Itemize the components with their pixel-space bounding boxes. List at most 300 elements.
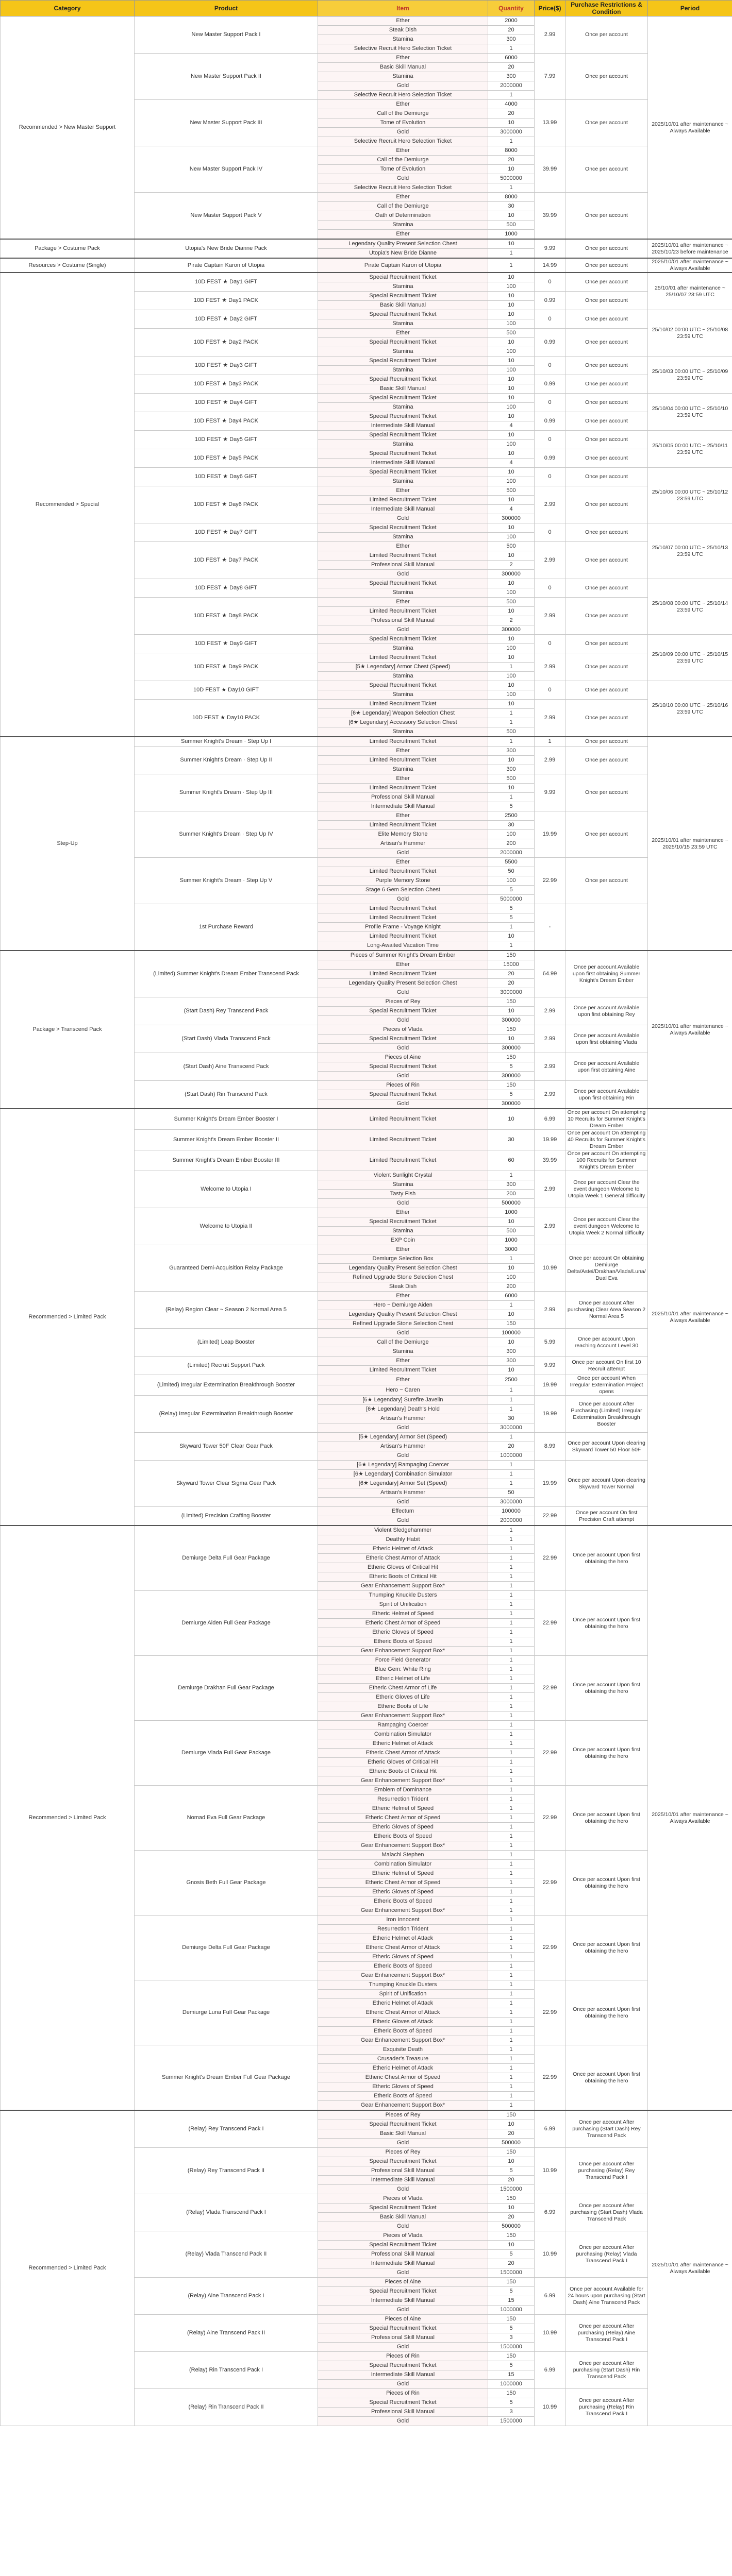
item-quantity: 10 — [488, 1310, 535, 1319]
item-name: Ether — [318, 1245, 488, 1255]
item-name: Ether — [318, 960, 488, 970]
restriction-cell: Once per account — [565, 431, 648, 449]
item-name: Pieces of Aine — [318, 1053, 488, 1062]
item-name: Limited Recruitment Ticket — [318, 700, 488, 709]
item-quantity: 1 — [488, 1823, 535, 1832]
item-name: Stamina — [318, 403, 488, 412]
item-name: Gold — [318, 1199, 488, 1208]
item-quantity: 1 — [488, 1171, 535, 1180]
item-name: Stamina — [318, 1180, 488, 1190]
item-quantity: 30 — [488, 821, 535, 830]
product-name: (Relay) Rey Transcend Pack II — [135, 2148, 318, 2194]
item-quantity: 4000 — [488, 100, 535, 109]
product-name: 10D FEST ★ Day6 PACK — [135, 486, 318, 523]
restriction-cell: Once per account Available upon first obtaining Vlada — [565, 1025, 648, 1053]
item-quantity: 1 — [488, 1665, 535, 1674]
item-name: Gold — [318, 1016, 488, 1025]
product-name: 10D FEST ★ Day5 PACK — [135, 449, 318, 468]
item-quantity: 1 — [488, 258, 535, 273]
product-name: New Master Support Pack IV — [135, 146, 318, 193]
item-quantity: 20 — [488, 2129, 535, 2139]
item-name: Special Recruitment Ticket — [318, 310, 488, 319]
item-quantity: 100 — [488, 403, 535, 412]
item-name: Etheric Gloves of Speed — [318, 1953, 488, 1962]
product-name: (Relay) Vlada Transcend Pack I — [135, 2194, 318, 2231]
restriction-cell: Once per account Upon first obtaining the hero — [565, 2045, 648, 2111]
price-cell: 2.99 — [535, 653, 565, 681]
item-name: Basic Skill Manual — [318, 2213, 488, 2222]
restriction-cell: Once per account — [565, 811, 648, 858]
restriction-cell: Once per account After purchasing (Start Dash) Rin Transcend Pack — [565, 2352, 648, 2389]
item-name: Violent Sledgehammer — [318, 1526, 488, 1535]
item-quantity: 150 — [488, 2148, 535, 2157]
item-name: Etheric Gloves of Attack — [318, 2018, 488, 2027]
item-quantity: 10 — [488, 384, 535, 394]
item-quantity: 500 — [488, 221, 535, 230]
item-quantity: 100 — [488, 347, 535, 357]
restriction-cell: Once per account Upon first obtaining the hero — [565, 1721, 648, 1786]
price-cell: 9.99 — [535, 1357, 565, 1375]
product-name: Gnosis Beth Full Gear Package — [135, 1851, 318, 1916]
item-quantity: 1 — [488, 1804, 535, 1814]
product-name: Utopia's New Bride Dianne Pack — [135, 239, 318, 258]
item-quantity: 10 — [488, 496, 535, 505]
item-quantity: 3 — [488, 2333, 535, 2343]
item-quantity: 1 — [488, 1526, 535, 1535]
item-quantity: 10 — [488, 2157, 535, 2166]
item-quantity: 1 — [488, 1841, 535, 1851]
price-cell: 0.99 — [535, 292, 565, 310]
item-name: [6★ Legendary] Weapon Selection Chest — [318, 709, 488, 718]
item-name: Stamina — [318, 1227, 488, 1236]
item-quantity: 150 — [488, 951, 535, 960]
item-name: Professional Skill Manual — [318, 2408, 488, 2417]
item-quantity: 1 — [488, 1795, 535, 1804]
period-cell: 25/10/03 00:00 UTC ~ 25/10/09 23:59 UTC — [648, 357, 732, 394]
item-name: Gold — [318, 2417, 488, 2426]
item-quantity: 1 — [488, 1878, 535, 1888]
restriction-cell: Once per account Available upon first obtaining Rey — [565, 997, 648, 1025]
item-quantity: 1 — [488, 1786, 535, 1795]
price-cell: 6.99 — [535, 2278, 565, 2315]
restriction-cell: Once per account — [565, 858, 648, 904]
item-quantity: 100 — [488, 319, 535, 329]
item-name: Special Recruitment Ticket — [318, 357, 488, 366]
price-cell: 22.99 — [535, 1851, 565, 1916]
item-quantity: 150 — [488, 2278, 535, 2287]
item-name: Special Recruitment Ticket — [318, 375, 488, 384]
item-name: Ether — [318, 193, 488, 202]
price-cell: 7.99 — [535, 54, 565, 100]
product-name: (Relay) Aine Transcend Pack II — [135, 2315, 318, 2352]
price-cell: 0 — [535, 468, 565, 486]
item-name: Etheric Boots of Critical Hit — [318, 1767, 488, 1776]
item-name: Gold — [318, 1423, 488, 1433]
table-row — [1, 258, 732, 273]
item-name: Intermediate Skill Manual — [318, 2259, 488, 2268]
item-name: Etheric Gloves of Speed — [318, 1888, 488, 1897]
item-quantity: 1 — [488, 1656, 535, 1665]
product-name: Nomad Eva Full Gear Package — [135, 1786, 318, 1851]
item-quantity: 500 — [488, 329, 535, 338]
item-name: Limited Recruitment Ticket — [318, 932, 488, 941]
item-name: Gold — [318, 128, 488, 137]
period-cell: 2025/10/01 after maintenance ~ Always Available — [648, 951, 732, 1109]
item-quantity: 1500000 — [488, 2268, 535, 2278]
item-quantity: 1 — [488, 2082, 535, 2092]
restriction-cell: Once per account After purchasing (Relay) Rey Transcend Pack I — [565, 2148, 648, 2194]
item-name: Etheric Chest Armor of Attack — [318, 1554, 488, 1563]
item-quantity: 4 — [488, 421, 535, 431]
item-quantity: 1 — [488, 183, 535, 193]
item-quantity: 150 — [488, 2315, 535, 2324]
product-name: Summer Knight's Dream Ember Booster II — [135, 1130, 318, 1150]
item-name: Special Recruitment Ticket — [318, 412, 488, 421]
item-name: Gold — [318, 1516, 488, 1526]
item-name: Stamina — [318, 366, 488, 375]
table-row — [1, 273, 732, 282]
item-name: Gold — [318, 625, 488, 635]
item-quantity: 1 — [488, 1301, 535, 1310]
category-cell: Resources > Costume (Single) — [1, 258, 135, 273]
table-row — [1, 737, 732, 747]
price-cell: 22.99 — [535, 2045, 565, 2111]
item-quantity: 1 — [488, 709, 535, 718]
restriction-cell: Once per account Available upon first obtaining Rin — [565, 1081, 648, 1109]
item-name: Stamina — [318, 588, 488, 598]
product-name: 10D FEST ★ Day1 GIFT — [135, 273, 318, 292]
restriction-cell: Once per account After purchasing (Start Dash) Vlada Transcend Pack — [565, 2194, 648, 2231]
item-quantity: 20 — [488, 979, 535, 988]
item-quantity: 100 — [488, 588, 535, 598]
item-quantity: 150 — [488, 1319, 535, 1329]
item-name: Gold — [318, 2306, 488, 2315]
item-quantity: 300 — [488, 72, 535, 81]
period-cell: 25/10/08 00:00 UTC ~ 25/10/14 23:59 UTC — [648, 579, 732, 635]
item-name: Pieces of Rin — [318, 1081, 488, 1090]
item-quantity: 20 — [488, 26, 535, 35]
restriction-cell: Once per account — [565, 635, 648, 653]
item-quantity: 100000 — [488, 1507, 535, 1516]
price-cell: 2.99 — [535, 1025, 565, 1053]
product-name: Welcome to Utopia II — [135, 1208, 318, 1245]
product-name: (Start Dash) Aine Transcend Pack — [135, 1053, 318, 1081]
restriction-cell: Once per account After purchasing (Relay) Vlada Transcend Pack I — [565, 2231, 648, 2278]
price-cell: 0.99 — [535, 375, 565, 394]
price-cell: 19.99 — [535, 1396, 565, 1433]
item-quantity: 300000 — [488, 1072, 535, 1081]
item-name: Stamina — [318, 727, 488, 737]
price-cell: 22.99 — [535, 1721, 565, 1786]
item-quantity: 500000 — [488, 2222, 535, 2231]
item-quantity: 3000000 — [488, 988, 535, 997]
item-name: Pieces of Rey — [318, 2110, 488, 2120]
item-name: Gold — [318, 174, 488, 183]
item-name: Intermediate Skill Manual — [318, 2296, 488, 2306]
item-name: Utopia's New Bride Dianne — [318, 249, 488, 259]
item-name: Gold — [318, 1451, 488, 1461]
item-quantity: 10 — [488, 118, 535, 128]
item-quantity: 5 — [488, 1090, 535, 1099]
product-name: 10D FEST ★ Day4 PACK — [135, 412, 318, 431]
item-quantity: 500000 — [488, 2139, 535, 2148]
item-quantity: 1 — [488, 1545, 535, 1554]
item-name: Special Recruitment Ticket — [318, 394, 488, 403]
item-quantity: 500 — [488, 774, 535, 784]
item-quantity: 10 — [488, 784, 535, 793]
item-name: Gear Enhancement Support Box* — [318, 1776, 488, 1786]
item-quantity: 1 — [488, 2018, 535, 2027]
item-name: Gold — [318, 2185, 488, 2194]
restriction-cell: Once per account When Irregular Extermination Project opens — [565, 1375, 648, 1396]
restriction-cell: Once per account — [565, 54, 648, 100]
item-name: Gold — [318, 895, 488, 904]
item-name: Refined Upgrade Stone Selection Chest — [318, 1319, 488, 1329]
item-name: Stamina — [318, 690, 488, 700]
item-name: Gear Enhancement Support Box* — [318, 1906, 488, 1916]
item-name: Ether — [318, 774, 488, 784]
item-name: Gold — [318, 2343, 488, 2352]
item-quantity: 10 — [488, 239, 535, 249]
restriction-cell: Once per account Upon reaching Account Level 30 — [565, 1329, 648, 1357]
item-name: Ether — [318, 486, 488, 496]
item-name: [6★ Legendary] Armor Set (Speed) — [318, 1479, 488, 1488]
item-name: Effectum — [318, 1507, 488, 1516]
product-name: (Relay) Aine Transcend Pack I — [135, 2278, 318, 2315]
item-name: Etheric Chest Armor of Attack — [318, 1749, 488, 1758]
item-quantity: 5 — [488, 1062, 535, 1072]
item-name: [6★ Legendary] Death's Hold — [318, 1405, 488, 1414]
product-name: Guaranteed Demi-Acquisition Relay Package — [135, 1245, 318, 1292]
item-quantity: 20 — [488, 2259, 535, 2268]
header-quantity: Quantity — [488, 1, 535, 16]
product-name: Demiurge Delta Full Gear Package — [135, 1916, 318, 1980]
restriction-cell: Once per account On attempting 10 Recruits for Summer Knight's Dream Ember — [565, 1109, 648, 1130]
price-cell: 0.99 — [535, 449, 565, 468]
item-name: Thumping Knuckle Dusters — [318, 1980, 488, 1990]
item-name: Etheric Chest Armor of Speed — [318, 1878, 488, 1888]
item-name: Pieces of Rin — [318, 2389, 488, 2398]
item-name: Spirit of Unification — [318, 1990, 488, 1999]
item-name: Intermediate Skill Manual — [318, 459, 488, 468]
item-name: Special Recruitment Ticket — [318, 1090, 488, 1099]
table-row — [1, 239, 732, 249]
item-name: Stamina — [318, 440, 488, 449]
product-name: 10D FEST ★ Day6 GIFT — [135, 468, 318, 486]
item-quantity: 150 — [488, 2110, 535, 2120]
item-quantity: 1000000 — [488, 2380, 535, 2389]
item-name: Stamina — [318, 35, 488, 44]
item-name: Special Recruitment Ticket — [318, 635, 488, 644]
price-cell: 10.99 — [535, 2148, 565, 2194]
item-quantity: 5 — [488, 2398, 535, 2408]
item-quantity: 20 — [488, 2176, 535, 2185]
product-name: Demiurge Delta Full Gear Package — [135, 1526, 318, 1591]
item-quantity: 1 — [488, 1906, 535, 1916]
restriction-cell: Once per account — [565, 273, 648, 292]
item-name: Special Recruitment Ticket — [318, 338, 488, 347]
item-name: [6★ Legendary] Rampaging Coercer — [318, 1461, 488, 1470]
item-name: Iron Innocent — [318, 1916, 488, 1925]
item-name: Etheric Helmet of Speed — [318, 1869, 488, 1878]
price-cell: 13.99 — [535, 100, 565, 146]
item-quantity: 1 — [488, 137, 535, 146]
item-name: Etheric Helmet of Speed — [318, 1804, 488, 1814]
item-name: Pieces of Vlada — [318, 2231, 488, 2241]
price-cell: 22.99 — [535, 1591, 565, 1656]
item-name: Ether — [318, 100, 488, 109]
item-name: Special Recruitment Ticket — [318, 2204, 488, 2213]
item-name: Limited Recruitment Ticket — [318, 607, 488, 616]
product-name: Skyward Tower 50F Clear Gear Pack — [135, 1433, 318, 1461]
item-quantity: 20 — [488, 970, 535, 979]
price-cell: 2.99 — [535, 747, 565, 774]
item-name: Call of the Demiurge — [318, 202, 488, 211]
item-name: Limited Recruitment Ticket — [318, 756, 488, 765]
product-name: Summer Knight's Dream · Step Up V — [135, 858, 318, 904]
header-category: Category — [1, 1, 135, 16]
item-name: Intermediate Skill Manual — [318, 2370, 488, 2380]
header-row — [1, 1, 732, 16]
item-name: Special Recruitment Ticket — [318, 431, 488, 440]
item-quantity: 10 — [488, 2120, 535, 2129]
item-name: Intermediate Skill Manual — [318, 2176, 488, 2185]
item-quantity: 8000 — [488, 193, 535, 202]
item-name: Limited Recruitment Ticket — [318, 904, 488, 913]
header-price: Price($) — [535, 1, 565, 16]
product-name: (Relay) Vlada Transcend Pack II — [135, 2231, 318, 2278]
category-cell: Recommended > Limited Pack — [1, 1109, 135, 1526]
item-quantity: 10 — [488, 1109, 535, 1130]
product-name: 10D FEST ★ Day2 GIFT — [135, 310, 318, 329]
item-quantity: 1 — [488, 2092, 535, 2101]
item-quantity: 300 — [488, 1357, 535, 1366]
price-cell: 0.99 — [535, 412, 565, 431]
period-cell: 2025/10/01 after maintenance ~ Always Available — [648, 1526, 732, 2110]
item-name: Gold — [318, 849, 488, 858]
item-name: Professional Skill Manual — [318, 561, 488, 570]
price-cell: 0 — [535, 273, 565, 292]
item-name: Professional Skill Manual — [318, 2250, 488, 2259]
price-cell: 1 — [535, 737, 565, 747]
item-name: [6★ Legendary] Surefire Javelin — [318, 1396, 488, 1405]
item-quantity: 20 — [488, 2213, 535, 2222]
item-quantity: 10 — [488, 2241, 535, 2250]
item-quantity: 1 — [488, 1470, 535, 1479]
product-name: New Master Support Pack II — [135, 54, 318, 100]
item-quantity: 1500000 — [488, 2417, 535, 2426]
item-name: Etheric Chest Armor of Speed — [318, 1814, 488, 1823]
item-name: Gold — [318, 1329, 488, 1338]
item-quantity: 100 — [488, 876, 535, 886]
header-period: Period — [648, 1, 732, 16]
item-quantity: 150 — [488, 997, 535, 1007]
item-quantity: 10 — [488, 338, 535, 347]
restriction-cell: Once per account — [565, 737, 648, 747]
item-quantity: 200 — [488, 1190, 535, 1199]
restriction-cell: Once per account — [565, 146, 648, 193]
restriction-cell: Once per account Upon clearing Skyward Tower Normal — [565, 1461, 648, 1507]
item-name: Rampaging Coercer — [318, 1721, 488, 1730]
restriction-cell: Once per account — [565, 239, 648, 258]
item-quantity: 60 — [488, 1150, 535, 1171]
product-name: 10D FEST ★ Day9 GIFT — [135, 635, 318, 653]
item-quantity: 1 — [488, 1767, 535, 1776]
item-name: Pieces of Aine — [318, 2278, 488, 2287]
item-quantity: 1 — [488, 737, 535, 747]
price-cell: 22.99 — [535, 858, 565, 904]
price-cell: 39.99 — [535, 193, 565, 240]
item-name: Spirit of Unification — [318, 1600, 488, 1609]
item-quantity: 1 — [488, 249, 535, 259]
item-quantity: 100 — [488, 690, 535, 700]
product-name: 10D FEST ★ Day8 PACK — [135, 598, 318, 635]
item-name: Call of the Demiurge — [318, 156, 488, 165]
restriction-cell: Once per account — [565, 653, 648, 681]
item-name: Pirate Captain Karon of Utopia — [318, 258, 488, 273]
product-name: (Relay) Irregular Extermination Breakthrough Booster — [135, 1396, 318, 1433]
restriction-cell: Once per account — [565, 579, 648, 598]
restriction-cell: Once per account Upon first obtaining the hero — [565, 1851, 648, 1916]
price-cell: 2.99 — [535, 1081, 565, 1109]
price-cell: 0 — [535, 635, 565, 653]
price-cell: 2.99 — [535, 1208, 565, 1245]
item-quantity: 300000 — [488, 625, 535, 635]
item-quantity: 1 — [488, 1433, 535, 1442]
item-name: Etheric Gloves of Speed — [318, 2082, 488, 2092]
item-name: Pieces of Rey — [318, 997, 488, 1007]
item-quantity: 1 — [488, 1674, 535, 1684]
item-quantity: 1000 — [488, 1208, 535, 1217]
item-quantity: 30 — [488, 202, 535, 211]
item-name: Profile Frame - Voyage Knight — [318, 923, 488, 932]
restriction-cell: Once per account — [565, 193, 648, 240]
item-name: Ether — [318, 1292, 488, 1301]
item-quantity: 200 — [488, 839, 535, 849]
item-name: Selective Recruit Hero Selection Ticket — [318, 183, 488, 193]
item-quantity: 1 — [488, 1609, 535, 1619]
item-quantity: 50 — [488, 867, 535, 876]
item-name: Etheric Helmet of Attack — [318, 1999, 488, 2008]
item-quantity: 1 — [488, 1999, 535, 2008]
item-name: Basic Skill Manual — [318, 2129, 488, 2139]
item-name: Tasty Fish — [318, 1190, 488, 1199]
period-cell: 25/10/07 00:00 UTC ~ 25/10/13 23:59 UTC — [648, 523, 732, 579]
product-name: New Master Support Pack V — [135, 193, 318, 240]
item-quantity: 2 — [488, 561, 535, 570]
item-name: Etheric Chest Armor of Attack — [318, 1943, 488, 1953]
item-quantity: 100 — [488, 282, 535, 292]
price-cell: 19.99 — [535, 1461, 565, 1507]
restriction-cell: Once per account Upon first obtaining the hero — [565, 1526, 648, 1591]
item-name: Special Recruitment Ticket — [318, 2398, 488, 2408]
item-name: Stamina — [318, 765, 488, 774]
restriction-cell: Once per account — [565, 700, 648, 737]
period-cell: 2025/10/01 after maintenance ~ Always Available — [648, 2110, 732, 2426]
item-name: Etheric Chest Armor of Life — [318, 1684, 488, 1693]
item-quantity: 2000000 — [488, 849, 535, 858]
price-cell: 8.99 — [535, 1433, 565, 1461]
item-quantity: 4 — [488, 505, 535, 514]
product-name: (Start Dash) Rey Transcend Pack — [135, 997, 318, 1025]
item-quantity: 1 — [488, 91, 535, 100]
table-row — [1, 16, 732, 26]
product-name: (Limited) Leap Booster — [135, 1329, 318, 1357]
period-cell: 2025/10/01 after maintenance ~ Always Available — [648, 258, 732, 273]
item-quantity: 1 — [488, 941, 535, 951]
item-name: Pieces of Vlada — [318, 1025, 488, 1035]
item-quantity: 1 — [488, 1479, 535, 1488]
